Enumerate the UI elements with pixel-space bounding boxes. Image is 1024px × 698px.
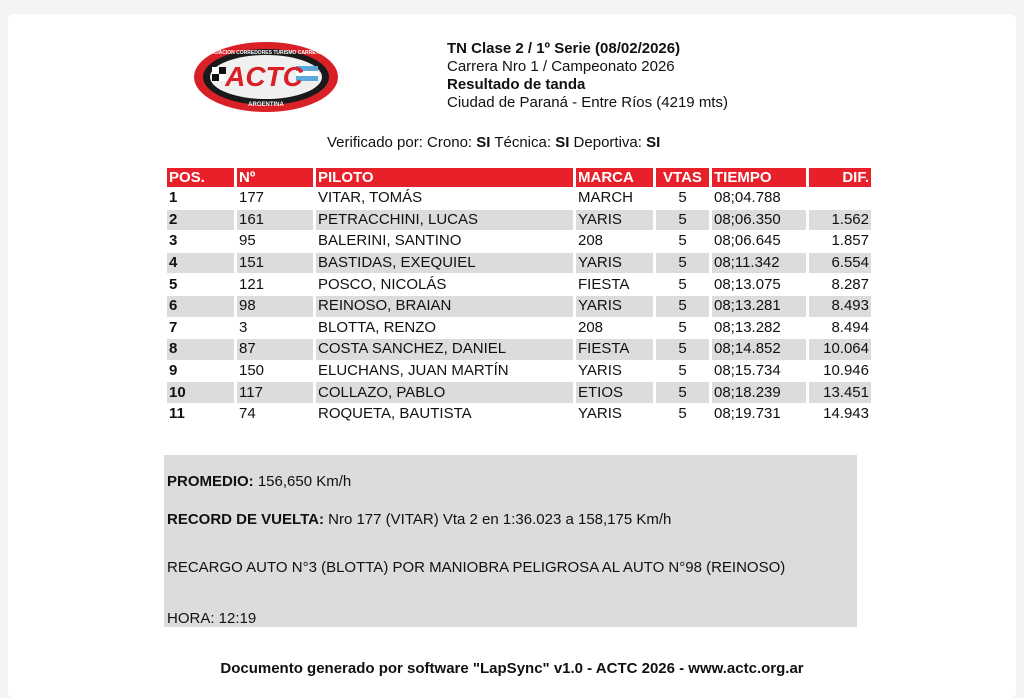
cell-vtas: 5 — [656, 296, 709, 317]
table-row — [167, 361, 871, 382]
svg-text:ARGENTINA: ARGENTINA — [248, 102, 284, 108]
col-header-vtas: VTAS — [656, 168, 709, 187]
record-line: RECORD DE VUELTA: Nro 177 (VITAR) Vta 2 en 1:36.023 a 158,175 Km/h — [167, 511, 672, 528]
cell-dif — [809, 188, 871, 209]
race-summary — [164, 455, 857, 627]
cell-num: 150 — [239, 362, 265, 380]
table-row — [167, 404, 871, 425]
cell-vtas: 5 — [656, 339, 709, 360]
cell-tiempo: 08;11.342 — [712, 253, 806, 274]
cell-vtas: 5 — [678, 275, 687, 293]
cell-num: 177 — [239, 189, 265, 207]
cell-num: 121 — [239, 275, 265, 293]
hora-line: HORA: 12:19 — [167, 610, 257, 627]
cell-tiempo: 08;13.282 — [714, 318, 781, 336]
results-table — [164, 167, 874, 426]
cell-pos: 5 — [169, 275, 178, 293]
cell-pos: 1 — [169, 189, 178, 207]
table-row — [167, 188, 871, 209]
cell-piloto: BLOTTA, RENZO — [318, 318, 437, 336]
cell-num: 87 — [237, 339, 313, 360]
cell-marca: FIESTA — [576, 339, 653, 360]
cell-dif: 8.287 — [831, 275, 869, 293]
cell-vtas: 5 — [678, 189, 687, 207]
cell-vtas: 5 — [656, 382, 709, 403]
cell-num: 74 — [239, 405, 256, 423]
cell-dif: 6.554 — [809, 253, 871, 274]
table-row — [167, 339, 871, 360]
cell-num: 95 — [239, 232, 256, 250]
cell-tiempo: 08;06.645 — [714, 232, 781, 250]
cell-tiempo: 08;04.788 — [714, 189, 781, 207]
cell-pos: 10 — [167, 382, 234, 403]
cell-piloto: BASTIDAS, EXEQUIEL — [316, 253, 573, 274]
cell-marca: ETIOS — [576, 382, 653, 403]
cell-marca: YARIS — [576, 210, 653, 231]
cell-tiempo: 08;14.852 — [712, 339, 806, 360]
cell-marca: YARIS — [578, 362, 622, 380]
cell-tiempo: 08;15.734 — [714, 362, 781, 380]
event-location: Ciudad de Paraná - Entre Ríos (4219 mts) — [447, 94, 728, 111]
cell-num: 3 — [239, 318, 248, 336]
col-header-num: Nº — [237, 168, 313, 187]
recargo-line: RECARGO AUTO N°3 (BLOTTA) POR MANIOBRA PELIGROSA AL AUTO N°98 (REINOSO) — [167, 559, 786, 576]
event-race-info: Carrera Nro 1 / Campeonato 2026 — [447, 58, 675, 75]
cell-pos: 11 — [169, 405, 185, 423]
cell-vtas: 5 — [678, 318, 687, 336]
verification-line: Verificado por: Crono: SI Técnica: SI Deportiva: SI — [327, 134, 661, 151]
col-header-dif: DIF. — [809, 168, 871, 187]
cell-num: 98 — [237, 296, 313, 317]
cell-pos: 2 — [167, 210, 234, 231]
crono-status: SI — [476, 134, 491, 151]
table-row — [167, 274, 871, 295]
cell-dif: 8.493 — [809, 296, 871, 317]
event-header — [447, 40, 728, 112]
cell-dif: 10.064 — [809, 339, 871, 360]
cell-tiempo: 08;13.281 — [712, 296, 806, 317]
cell-piloto: COSTA SANCHEZ, DANIEL — [316, 339, 573, 360]
cell-pos: 8 — [167, 339, 234, 360]
cell-dif: 13.451 — [809, 382, 871, 403]
cell-piloto: REINOSO, BRAIAN — [316, 296, 573, 317]
cell-tiempo: 08;13.075 — [714, 275, 781, 293]
deportiva-status: SI — [646, 134, 661, 151]
col-header-pos: POS. — [167, 168, 234, 187]
table-row — [167, 210, 871, 231]
cell-dif: 1.857 — [831, 232, 869, 250]
cell-dif: 10.946 — [823, 362, 869, 380]
event-title: TN Clase 2 / 1º Serie (08/02/2026) — [447, 40, 681, 57]
tecnica-status: SI — [555, 134, 570, 151]
cell-marca: YARIS — [576, 296, 653, 317]
cell-marca: FIESTA — [578, 275, 630, 293]
cell-marca: YARIS — [576, 253, 653, 274]
cell-piloto: VITAR, TOMÁS — [318, 189, 423, 207]
col-header-marca: MARCA — [576, 168, 653, 187]
svg-text:ASOCIACION CORREDORES TURISMO: ASOCIACION CORREDORES TURISMO CARRETERA — [202, 50, 330, 56]
cell-tiempo: 08;19.731 — [714, 405, 781, 423]
cell-marca: YARIS — [578, 405, 622, 423]
document-footer: Documento generado por software "LapSync" v1.0 - ACTC 2026 - www.actc.org.ar — [220, 660, 804, 677]
table-row — [167, 231, 871, 252]
cell-tiempo: 08;06.350 — [712, 210, 806, 231]
svg-text:ACTC: ACTC — [225, 61, 303, 92]
cell-piloto: ROQUETA, BAUTISTA — [318, 405, 472, 423]
cell-marca: 208 — [578, 232, 604, 250]
table-row — [167, 253, 871, 274]
cell-marca: MARCH — [578, 189, 633, 207]
cell-pos: 9 — [169, 362, 178, 380]
cell-dif: 8.494 — [831, 318, 869, 336]
cell-dif: 1.562 — [809, 210, 871, 231]
cell-vtas: 5 — [656, 210, 709, 231]
cell-piloto: COLLAZO, PABLO — [316, 382, 573, 403]
cell-piloto: ELUCHANS, JUAN MARTÍN — [318, 362, 509, 380]
cell-dif: 14.943 — [823, 405, 869, 423]
cell-piloto: BALERINI, SANTINO — [318, 232, 462, 250]
cell-num: 117 — [237, 382, 313, 403]
actc-logo — [192, 40, 340, 114]
cell-pos: 7 — [169, 318, 178, 336]
table-row — [167, 318, 871, 339]
cell-marca: 208 — [578, 318, 604, 336]
cell-tiempo: 08;18.239 — [712, 382, 806, 403]
cell-pos: 4 — [167, 253, 234, 274]
table-row — [167, 382, 871, 403]
cell-piloto: POSCO, NICOLÁS — [318, 275, 447, 293]
col-header-piloto: PILOTO — [316, 168, 573, 187]
cell-vtas: 5 — [678, 405, 687, 423]
cell-pos: 6 — [167, 296, 234, 317]
table-row — [167, 296, 871, 317]
cell-num: 161 — [237, 210, 313, 231]
col-header-tiempo: TIEMPO — [712, 168, 806, 187]
cell-vtas: 5 — [678, 362, 687, 380]
promedio-line: PROMEDIO: 156,650 Km/h — [167, 473, 352, 490]
cell-num: 151 — [237, 253, 313, 274]
cell-pos: 3 — [169, 232, 178, 250]
event-subtitle: Resultado de tanda — [447, 76, 586, 93]
cell-vtas: 5 — [678, 232, 687, 250]
table-header-row — [167, 168, 871, 187]
cell-vtas: 5 — [656, 253, 709, 274]
cell-piloto: PETRACCHINI, LUCAS — [316, 210, 573, 231]
